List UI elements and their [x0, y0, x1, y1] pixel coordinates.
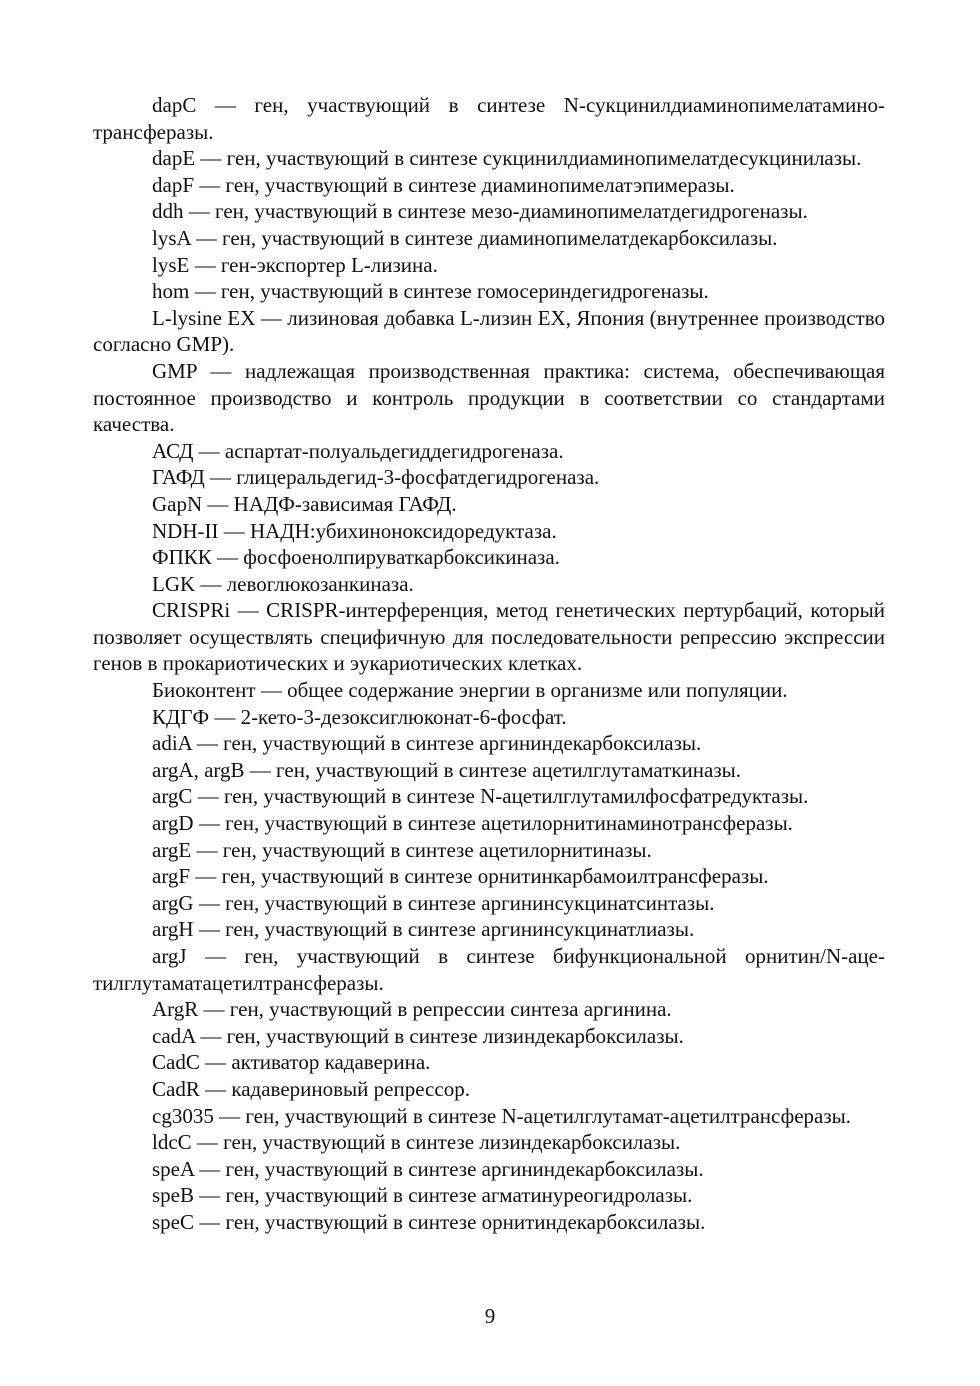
entry-argH: argH — ген, участвующий в синтезе аргининсукцинатлиазы. — [152, 917, 695, 942]
entry-argE: argE — ген, участвующий в синтезе ацетилорнитиназы. — [152, 837, 652, 862]
entry-cadC: CadC — активатор кадаверина. — [152, 1050, 431, 1075]
entry-biocontent: Биоконтент — общее содержание энергии в организме или популяции. — [152, 678, 788, 703]
entry-gmp: GMP — надлежащая производственная практика: система, обеспечивающая постоянное производство и контроль продукции в соответствии со стандартами качества. — [93, 358, 885, 437]
entry-cadA: cadA — ген, участвующий в синтезе лизиндекарбоксилазы. — [152, 1023, 684, 1048]
entry-argA-argB: argA, argB — ген, участвующий в синтезе ацетилглутаматкиназы. — [152, 757, 741, 782]
entry-argC: argC — ген, участвующий в синтезе N-ацетилглутамилфосфатредуктазы. — [152, 784, 809, 809]
entry-speA: speA — ген, участвующий в синтезе аргининдекарбоксилазы. — [152, 1156, 704, 1181]
entry-adiA: adiA — ген, участвующий в синтезе аргининдекарбоксилазы. — [152, 731, 702, 756]
entry-cadR: CadR — кадавериновый репрессор. — [152, 1076, 470, 1101]
entry-dapF: dapF — ген, участвующий в синтезе диаминопимелатэпимеразы. — [152, 172, 735, 197]
entry-argJ: argJ — ген, участвующий в синтезе бифункциональной орнитин/N-ацетилглутаматацетилтрансферазы. — [93, 944, 885, 995]
entry-speC: speC — ген, участвующий в синтезе орнитиндекарбоксилазы. — [152, 1209, 706, 1234]
entry-ndh-ii: NDH-II — НАДН:убихиноноксидоредуктаза. — [152, 518, 557, 543]
entry-hom: hom — ген, участвующий в синтезе гомосериндегидрогеназы. — [152, 279, 709, 304]
entry-gafd: ГАФД — глицеральдегид-3-фосфатдегидрогеназа. — [152, 465, 600, 490]
entry-dapC: dapC — ген, участвующий в синтезе N-сукцинилдиаминопимелатаминотрансферазы. — [93, 93, 885, 144]
entry-argG: argG — ген, участвующий в синтезе аргининсукцинатсинтазы. — [152, 890, 715, 915]
entry-dapE: dapE — ген, участвующий в синтезе сукцинилдиаминопимелатдесукцинилазы. — [152, 146, 862, 171]
entry-gapn: GapN — НАДФ-зависимая ГАФД. — [152, 491, 457, 516]
entry-cg3035: cg3035 — ген, участвующий в синтезе N-ацетилглутамат-ацетилтрансферазы. — [152, 1103, 852, 1128]
entry-crispri: CRISPRi — CRISPR-интерференция, метод генетических пертурбаций, который позволяет осуществлять специфичную для последовательности репрессию экспрессии генов в прокариотических и эукариотических клетках. — [93, 598, 885, 676]
entry-speB: speB — ген, участвующий в синтезе агматинуреогидролазы. — [152, 1183, 693, 1208]
entry-asd: АСД — аспартат-полуальдегиддегидрогеназа. — [152, 438, 564, 463]
entry-ldcC: ldcC — ген, участвующий в синтезе лизиндекарбоксилазы. — [152, 1130, 681, 1155]
entry-argR: ArgR — ген, участвующий в репрессии синтеза аргинина. — [152, 997, 672, 1022]
entry-ddh: ddh — ген, участвующий в синтезе мезо-диаминопимелатдегидрогеназы. — [152, 199, 808, 224]
entry-l-lysine-ex: L-lysine EX — лизиновая добавка L-лизин EX, Япония (внутреннее производство согласно GMP). — [93, 305, 885, 357]
page-number: 9 — [484, 1304, 496, 1328]
entry-lysA: lysA — ген, участвующий в синтезе диаминопимелатдекарбоксилазы. — [152, 225, 778, 250]
entry-kdgf: КДГФ — 2-кето-3-дезоксиглюконат-6-фосфат. — [152, 704, 567, 729]
glossary-text — [93, 92, 885, 1236]
entry-lgk: LGK — левоглюкозанкиназа. — [152, 571, 414, 596]
entry-lysE: lysE — ген-экспортер L-лизина. — [152, 252, 438, 277]
entry-argD: argD — ген, участвующий в синтезе ацетилорнитинаминотрансферазы. — [152, 811, 793, 836]
entry-argF: argF — ген, участвующий в синтезе орнитинкарбамоилтрансферазы. — [152, 864, 769, 889]
entry-fpkk: ФПКК — фосфоенолпируваткарбоксикиназа. — [152, 545, 560, 570]
